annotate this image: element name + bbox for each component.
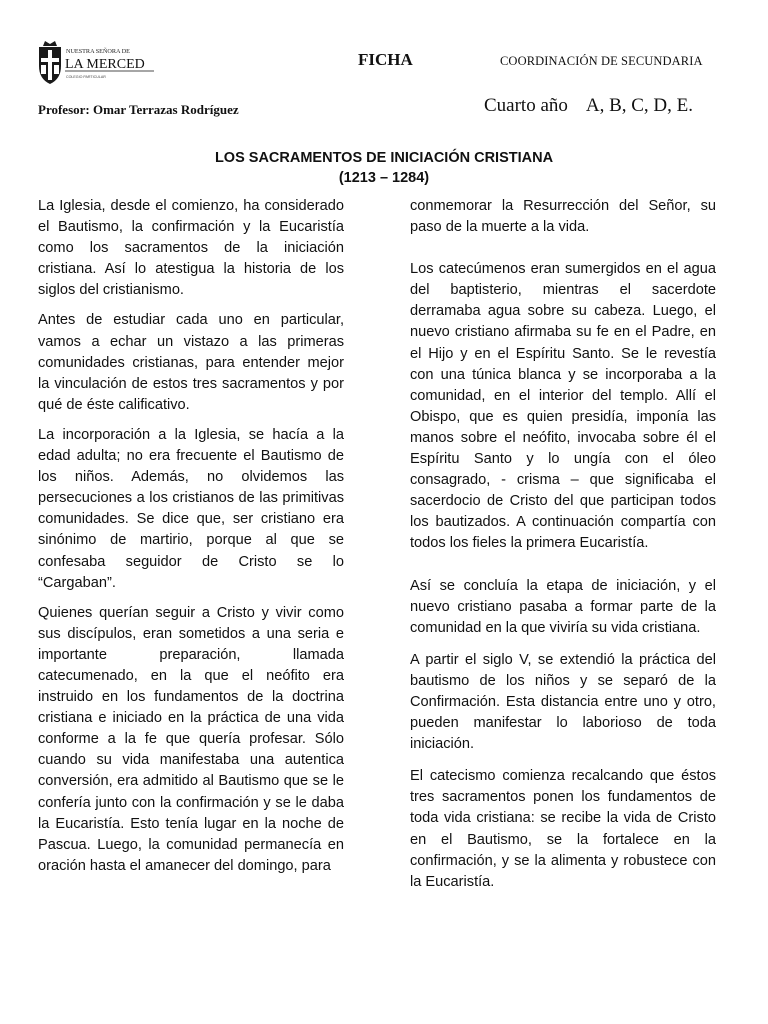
course-label: Cuarto año A, B, C, D, E. [484, 95, 693, 116]
paragraph: La Iglesia, desde el comienzo, ha considerado el Bautismo, la confirmación y la Eucaristía como los sacramentos de la iniciación cristiana. Así lo atestigua la historia de los siglos del cristianismo. [38, 198, 344, 299]
school-logo [36, 40, 158, 86]
document-subtitle: (1213 – 1284) [338, 170, 430, 186]
right-column [410, 196, 716, 904]
paragraph: Así se concluía la etapa de iniciación, y el nuevo cristiano pasaba a formar parte de la comunidad en la que viviría su vida cristiana. [410, 577, 716, 636]
paragraph: Quienes querían seguir a Cristo y vivir como sus discípulos, eran sometidos a una seria e importante preparación, llamada catecumenado, en la que el neófito era instruido en los fundamentos de la doctrina cristiana e iniciado en la práctica de una vida conforme a la fe que quería profesar. Sólo cuando su vida manifestaba una autentica conversión, era admitido al Bautismo que se le confería junto con la confirmación y se le daba la Eucaristía. Esto tenía lugar en la noche de Pascua. Luego, la comunidad permanecía en oración hasta el amanecer del domingo, para [38, 604, 344, 874]
paragraph: El catecismo comienza recalcando que éstos tres sacramentos ponen los fundamentos de toda vida cristiana: se recibe la vida de Cristo en el Bautismo, se la fortalece en la confirmación, y se la alimenta y robustece con la Eucaristía. [410, 768, 716, 890]
shield-cross-icon [36, 40, 158, 86]
paragraph: conmemorar la Resurrección del Señor, su paso de la muerte a la vida. [410, 198, 716, 236]
paragraph: Los catecúmenos eran sumergidos en el agua del baptisterio, mientras el sacerdote derramaba agua sobre su cabeza. Luego, el nuevo cristiano afirmaba su fe en el Padre, en el Hijo y en el Espíritu Santo. Se le revestía con una túnica blanca y se incorporaba a la comunidad, en el interior del templo. Allí el Obispo, que es quien presidía, imponía las manos sobre el neófito, invocaba sobre él el Espíritu Santo y lo ungía con el óleo consagrado, - crisma – que significaba el sacerdocio de Cristo del que participan todos los bautizados. A continuación compartía con todos los fieles la primera Eucaristía. [410, 261, 716, 552]
paragraph: La incorporación a la Iglesia, se hacía a la edad adulta; no era frecuente el Bautismo de los niños. Además, no olvidemos las persecuciones a los cristianos de las primitivas comunidades. Se dice que, ser cristiano era sinónimo de martirio, porque al que se confesaba seguidor de Cristo se lo “Cargaban”. [38, 426, 344, 591]
logo-motto: COLEGIO PARTICULAR [66, 75, 106, 79]
logo-small-text: NUESTRA SEÑORA DE [66, 48, 130, 55]
logo-name: LA MERCED [65, 57, 145, 72]
paragraph: A partir el siglo V, se extendió la práctica del bautismo de los niños y se separó de la Confirmación. Esta distancia entre uno y otro, pueden manifestar lo laborioso de toda iniciación. [410, 651, 716, 753]
paragraph: Antes de estudiar cada uno en particular, vamos a echar un vistazo a las primeras comunidades cristianas, para entender mejor la vinculación de estos tres sacramentos y por qué de éste calificativo. [38, 312, 344, 413]
left-column [38, 196, 344, 886]
document-title-block [0, 148, 768, 188]
teacher-name: Profesor: Omar Terrazas Rodríguez [38, 102, 239, 117]
coordination-label: COORDINACIÓN DE SECUNDARIA [500, 54, 703, 68]
ficha-label: FICHA [358, 50, 413, 69]
document-title: LOS SACRAMENTOS DE INICIACIÓN CRISTIANA [214, 150, 554, 166]
